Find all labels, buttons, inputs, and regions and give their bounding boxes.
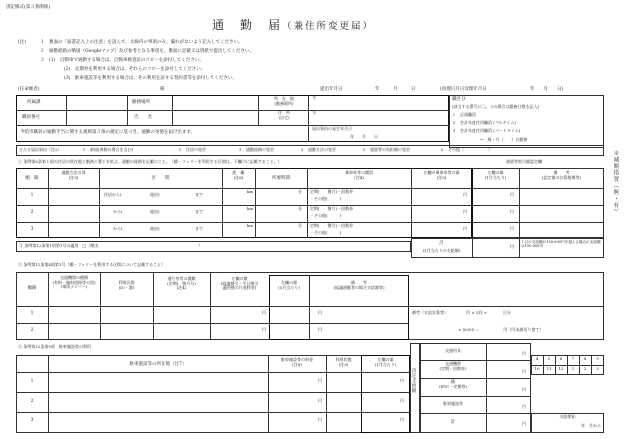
s1-head-fare: 乗車券等の種別 (注4) [345,170,373,180]
s1-total-label: 計 [439,241,444,246]
s1-head-monthly: 左欄の乗車券等の額 (注5) [423,170,460,180]
month-cell: 9 [596,356,599,361]
month-cell: 2 [583,366,587,371]
month-cell: 5 [547,356,551,361]
sum-yen-4: 円 [522,404,526,409]
s1-head-time: 所要時間 [272,176,290,181]
sum-label-4: 駐車施設等 [443,401,463,406]
sum-yen-5: 円 [522,421,526,426]
s3-head-name: 交通機関の種類 (有料・無料道路等の別) (車両ナンバー) [52,275,96,290]
reduction-note: ※減額措置（無・有） [612,150,619,215]
s3-head-remarks: 備 考 (協議通勤者の場合支給額等) [333,280,385,290]
receipt-value: 年 月 日) [530,87,564,92]
reason-date-value: 年 月 日 [350,134,378,139]
shokui-option-1: １ 正規職員 [452,112,476,117]
note-3a: ３ (1) 自動車で通勤する場合は、自動車検査証のコピーを添付してください。 [40,58,204,63]
submit-date-value: 年 月 日 [375,87,416,92]
s3-calc-1: 備考（支給計算等） 円 × 2回 × 日分 [412,310,512,315]
name-label: 氏 名 [134,115,152,120]
sum-yen-3: 円 [522,387,526,392]
s1-head-per-month: 左欄の額 (1月当たり) [484,170,507,180]
reason-date-label: 届出事由の発生年月日 [312,126,352,131]
note-1: １ 裏面の「届書記入上の注意」を読んで、太線内の事項のみ、漏れがないよう記入してください。 [40,40,243,45]
notes-label: (注) [18,40,27,45]
month-cell: 7 [571,356,575,361]
sum-label-2: 交通機関 (定期・回数券) [439,361,467,371]
s4-head-location: 駐車施設等の所在地（注7） [129,362,187,367]
month-cell: 10 [534,366,540,371]
address-home-label: 住 所 (自宅) [278,110,290,120]
shokui-hint: (該当する番号に〇。３の場合は勤務日数も記入) [452,104,540,109]
shokui-option-2: ２ 会計年度任用職員 (フルタイム) [452,120,516,125]
dept-label: 所属課 [27,100,41,105]
s3-head-amount: 左欄の額 (協議割引・平日割引 適用後の片道料金) [220,276,259,291]
month-cell: 12 [558,366,564,371]
section2-title: ② 条例第12条第1項第1号の適用 □（理由 ） [19,243,203,248]
month-cell: 3 [596,366,599,371]
reason-4: ４ 通勤方法の変更 [300,147,336,152]
s1-cap-note: １月の支給額が150,000円を超える場合の支給額は150,000円 [521,240,601,249]
sum-label-3: 橋 (ETC・定期券) [439,379,467,389]
s1-head-section: 区 間 [151,176,170,181]
s3-head-month: 左欄の額 (1月当たり) [278,280,300,290]
section1-title: ① 条例第8条第１項の住居の所在地と勤務公署とを結ぶ、通勤の経路を記載のこと。（橋・フェリーを利用する区間は、下欄③に記載すること。） [18,159,282,164]
month-cell: 11 [546,366,552,371]
s3-head-pass: 通行券等の種類 (定期( 箇月分) (注4) [167,276,196,291]
ninmei-dono: 様 [160,87,165,92]
s3-calc-2: × 50/55 ＝ 円（円未満切り捨て） [458,327,544,332]
s4-head-month: 左欄の額 (1月当たり) [374,357,397,367]
receipt-label: (処理日月日受理年月日 [440,87,487,92]
submit-date-label: 提出年月日 [320,87,343,92]
s4-head-fee: 駐車施設等の料金 (注8) [281,357,313,367]
month-cell: 8 [583,356,587,361]
section4-title: ④ 条例第12条第5項 駐車施設等の利用 [18,344,91,349]
s1-head-method: 通勤方法の別 (注3) [61,170,86,180]
section3-title: ③ 条例第12条第4項第1号（橋・フェリーを利用する区間について記載すること） [18,262,166,267]
reason-6: ６ その他（ ） [440,147,492,152]
sum-label-5: 計 [450,420,456,425]
s4-head-days: 利用状態 (注9) [335,357,352,367]
shokui-work-days: → 週・月（ ）日勤務 [480,137,528,142]
start-value: 年 月から [581,423,601,428]
shokui-title: 職区分 [452,97,466,102]
note-3c: (3) 駐車施設等を利用する場合は、その利用を証する契約書等を添付してください。 [64,76,237,81]
reasons-label: 主たる届出事由（注2） [19,147,62,152]
start-label: 支給開始 [559,414,576,419]
sum-yen-1: 円 [522,351,526,356]
kettei-label: 決定支給額 [411,368,417,393]
s3-head-route: 順路 [27,286,37,291]
ninmei-label: (任命権者) [18,87,40,92]
note-3b: (2) 定期券を利用する場合は、それらのコピーを添付してください。 [64,67,206,72]
declaration-text: 今給市職員の通勤手当に関する規則第３条の規定に基づき、通勤の実情を届け出ます。 [20,130,195,135]
reason-3: ３ 通勤経路の変更 [238,147,274,152]
reason-1: １ 新規(異動の場合を含む) [82,147,134,152]
form-id: 別記様式(第３条関係) [6,5,51,10]
postal-mark-2: 〒 [312,112,317,117]
reason-2: ２ 住居の変更 [178,147,206,152]
work-place-label: 勤務場所 [132,100,150,105]
s1-head-remarks: 備 考 (認定額の計算根拠等) [541,170,582,180]
postal-mark-1: 〒 [312,97,317,102]
s1-head-distance: 距 離 (注6) [232,170,245,180]
shokui-option-3: ３ 会計年度任用職員 (パートタイム) [452,128,521,133]
month-cell: 1 [571,366,575,371]
note-2: ２ 通勤経路の略図（Googleマップ）及び参考となる事項を、裏面に記載又は別紙で提出してください。 [40,49,254,54]
address-work-label: 所 在 地 (勤務場所) [274,96,294,106]
s1-head-route: 順 路 [25,176,39,181]
reason-5: ５ 運賃等の負担額の変更 [362,147,410,152]
staff-no-label: 職員番号 [22,115,40,120]
sum-yen-2: 円 [522,369,526,374]
month-cell: 4 [535,356,539,361]
s1-total-sub: (1月当たりの支給額) [422,248,461,253]
sum-label-1: 交通用具 [445,348,461,353]
section1-right-title: 運賃等相当額認定欄 [506,159,542,164]
s1-total-yen: 円 [510,244,514,249]
s3-head-use: 利用区間 (IC・港) [118,280,135,290]
page-title: 通 勤 届（兼住所変更届） [212,18,375,32]
month-cell: 6 [559,356,563,361]
